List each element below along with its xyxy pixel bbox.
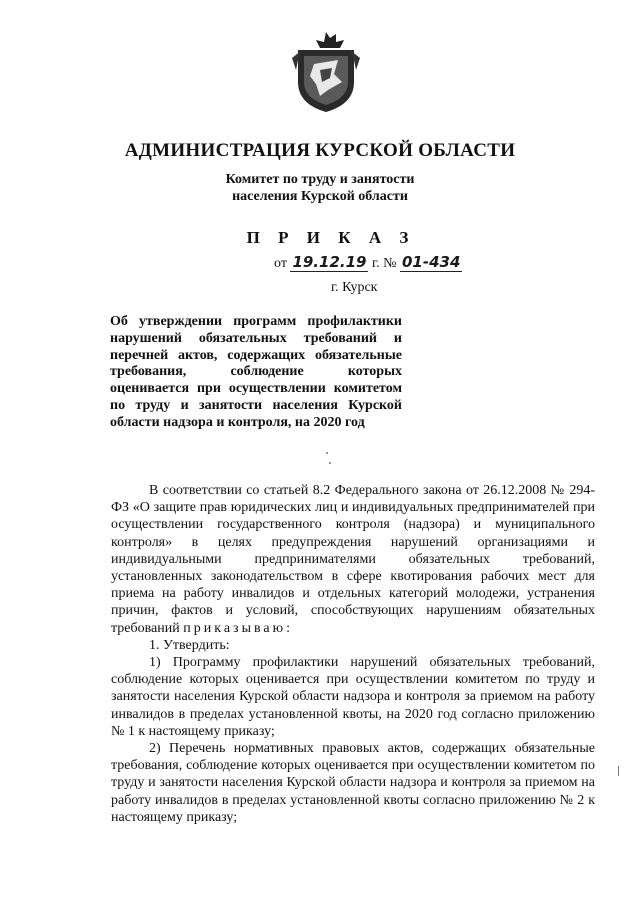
order-date-number-line [274, 253, 462, 272]
coat-of-arms-emblem [290, 30, 362, 114]
city-label: г. Курск [331, 280, 378, 295]
year-suffix: г. [371, 256, 380, 271]
handwritten-date: 19.12.19 [292, 253, 367, 271]
item-1-2: 2) Перечень нормативных правовых актов, содержащих обязательные требования, соблюдение которых оценивается при осуществлении комитетом по труду и занятости населения Курской области надзора и контроля за приемом на работу инвалидов в пределах установленной квоты согласно приложению № 2 к настоящему приказу; [111, 741, 595, 825]
order-body [111, 482, 595, 826]
order-word: приказываю: [183, 620, 293, 636]
document-type-heading: П Р И К А З [246, 228, 416, 247]
organization-title: АДМИНИСТРАЦИЯ КУРСКОЙ ОБЛАСТИ [124, 140, 516, 161]
scan-speck [326, 452, 328, 454]
handwritten-order-number: 01-434 [402, 253, 461, 271]
organization-subtitle-line2: населения Курской области [232, 189, 408, 204]
order-title: Об утверждении программ профилактики нарушений обязательных требований и перечней актов, содержащих обязательные требования, соблюдение которых оценивается при осуществлении комитетом по труду и занятости населения Курской области надзора и контроля, на 2020 год [110, 314, 402, 430]
organization-subtitle-line1: Комитет по труду и занятости [225, 172, 415, 187]
number-prefix: № [383, 256, 397, 271]
preamble-text: В соответствии со статьей 8.2 Федерального закона от 26.12.2008 № 294-ФЗ «О защите прав юридических лиц и индивидуальных предпринимателей при осуществлении государственного контроля (надзора) и муниципального контроля» в целях предупреждения нарушений организациями и индивидуальными предпринимателями обязательных требований, установленных законодательством в сфере квотирования рабочих мест для приема на работу инвалидов и отдельных категорий молодежи, устранения причин, фактов и условий, способствующих нарушениям обязательных требований [111, 483, 595, 636]
item-1-1: 1) Программу профилактики нарушений обязательных требований, соблюдение которых оценивается при осуществлении комитетом по труду и занятости населения Курской области надзора и контроля за приемом на работу инвалидов в пределах установленной квоты, на 2020 год согласно приложению № 1 к настоящему приказу; [111, 655, 595, 739]
scan-speck [329, 462, 331, 464]
date-prefix: от [274, 256, 287, 271]
preamble-paragraph [111, 482, 595, 637]
item-1: 1. Утвердить: [149, 637, 230, 653]
scan-speck [618, 766, 619, 776]
